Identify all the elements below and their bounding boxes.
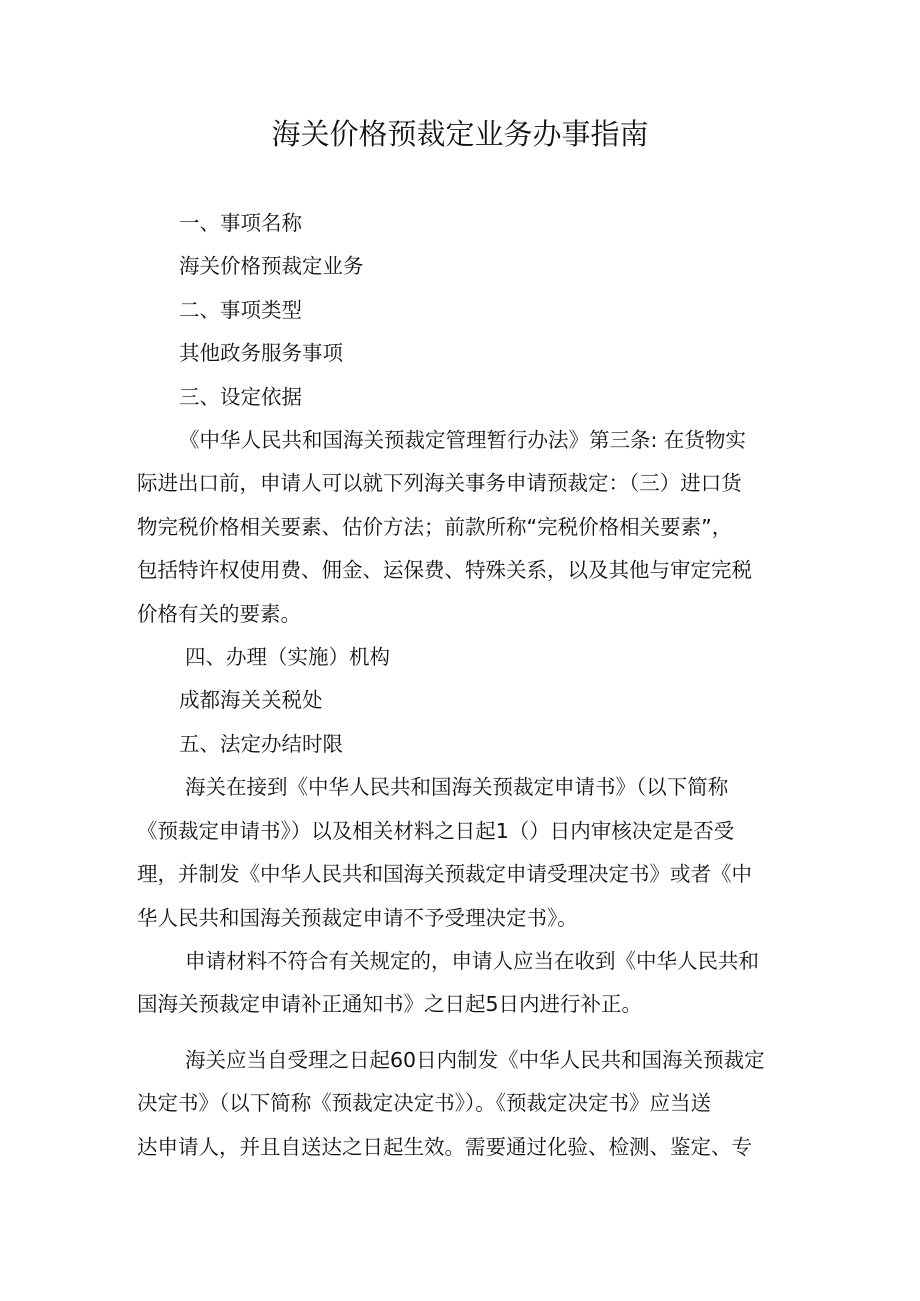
section-heading-time-limit: 五、法定办结时限 [179, 731, 343, 756]
basis-line: 物完税价格相关要素、估价方法；前款所称“完税价格相关要素”， [137, 514, 733, 539]
time-limit-paragraph-3 [137, 1039, 787, 1169]
paragraph-line: 海关在接到《中华人民共和国海关预裁定申请书》（以下简称 [185, 775, 729, 800]
paragraph-line: 达申请人，并且自送达之日起生效。需要通过化验、检测、鉴定、专 [137, 1134, 752, 1159]
basis-line: 价格有关的要素。 [137, 601, 301, 626]
paragraph-line: 华人民共和国海关预裁定申请不予受理决定书》。 [137, 905, 578, 930]
paragraph-line: 决定书》（以下简称《预裁定决定书》）。《预裁定决定书》应当送 [137, 1091, 711, 1116]
basis-line: 际进出口前，申请人可以就下列海关事务申请预裁定：（三）进口货 [137, 471, 742, 496]
basis-paragraph [137, 419, 787, 636]
section-heading-type: 二、事项类型 [179, 297, 302, 322]
section-heading-name: 一、事项名称 [179, 211, 302, 235]
section-content-agency: 成都海关关税处 [179, 688, 323, 713]
document-body [137, 202, 787, 1169]
time-limit-paragraph-2 [137, 940, 787, 1027]
section-heading-agency: 四、办理（实施）机构 [185, 645, 390, 670]
basis-line: 《中华人民共和国海关预裁定管理暂行办法》第三条: 在货物实 [179, 428, 746, 453]
basis-line: 包括特许权使用费、佣金、运保费、特殊关系，以及其他与审定完税 [137, 558, 752, 583]
paragraph-line: 海关应当自受理之日起60日内制发《中华人民共和国海关预裁定 [185, 1047, 765, 1072]
time-limit-paragraph-1 [137, 766, 787, 940]
paragraph-line: 国海关预裁定申请补正通知书》之日起5日内进行补正。 [137, 992, 643, 1017]
section-content-name: 海关价格预裁定业务 [179, 254, 364, 279]
paragraph-line: 《预裁定申请书》）以及相关材料之日起1（）日内审核决定是否受 [137, 818, 735, 843]
document-title: 海关价格预裁定业务办事指南 [271, 117, 649, 151]
paragraph-line: 申请材料不符合有关规定的，申请人应当在收到《中华人民共和 [185, 948, 759, 973]
paragraph-line: 理，并制发《中华人民共和国海关预裁定申请受理决定书》或者《中 [137, 862, 752, 887]
section-heading-basis: 三、设定依据 [179, 384, 302, 409]
section-content-type: 其他政务服务事项 [179, 341, 343, 366]
paragraph-gap [137, 1027, 787, 1039]
